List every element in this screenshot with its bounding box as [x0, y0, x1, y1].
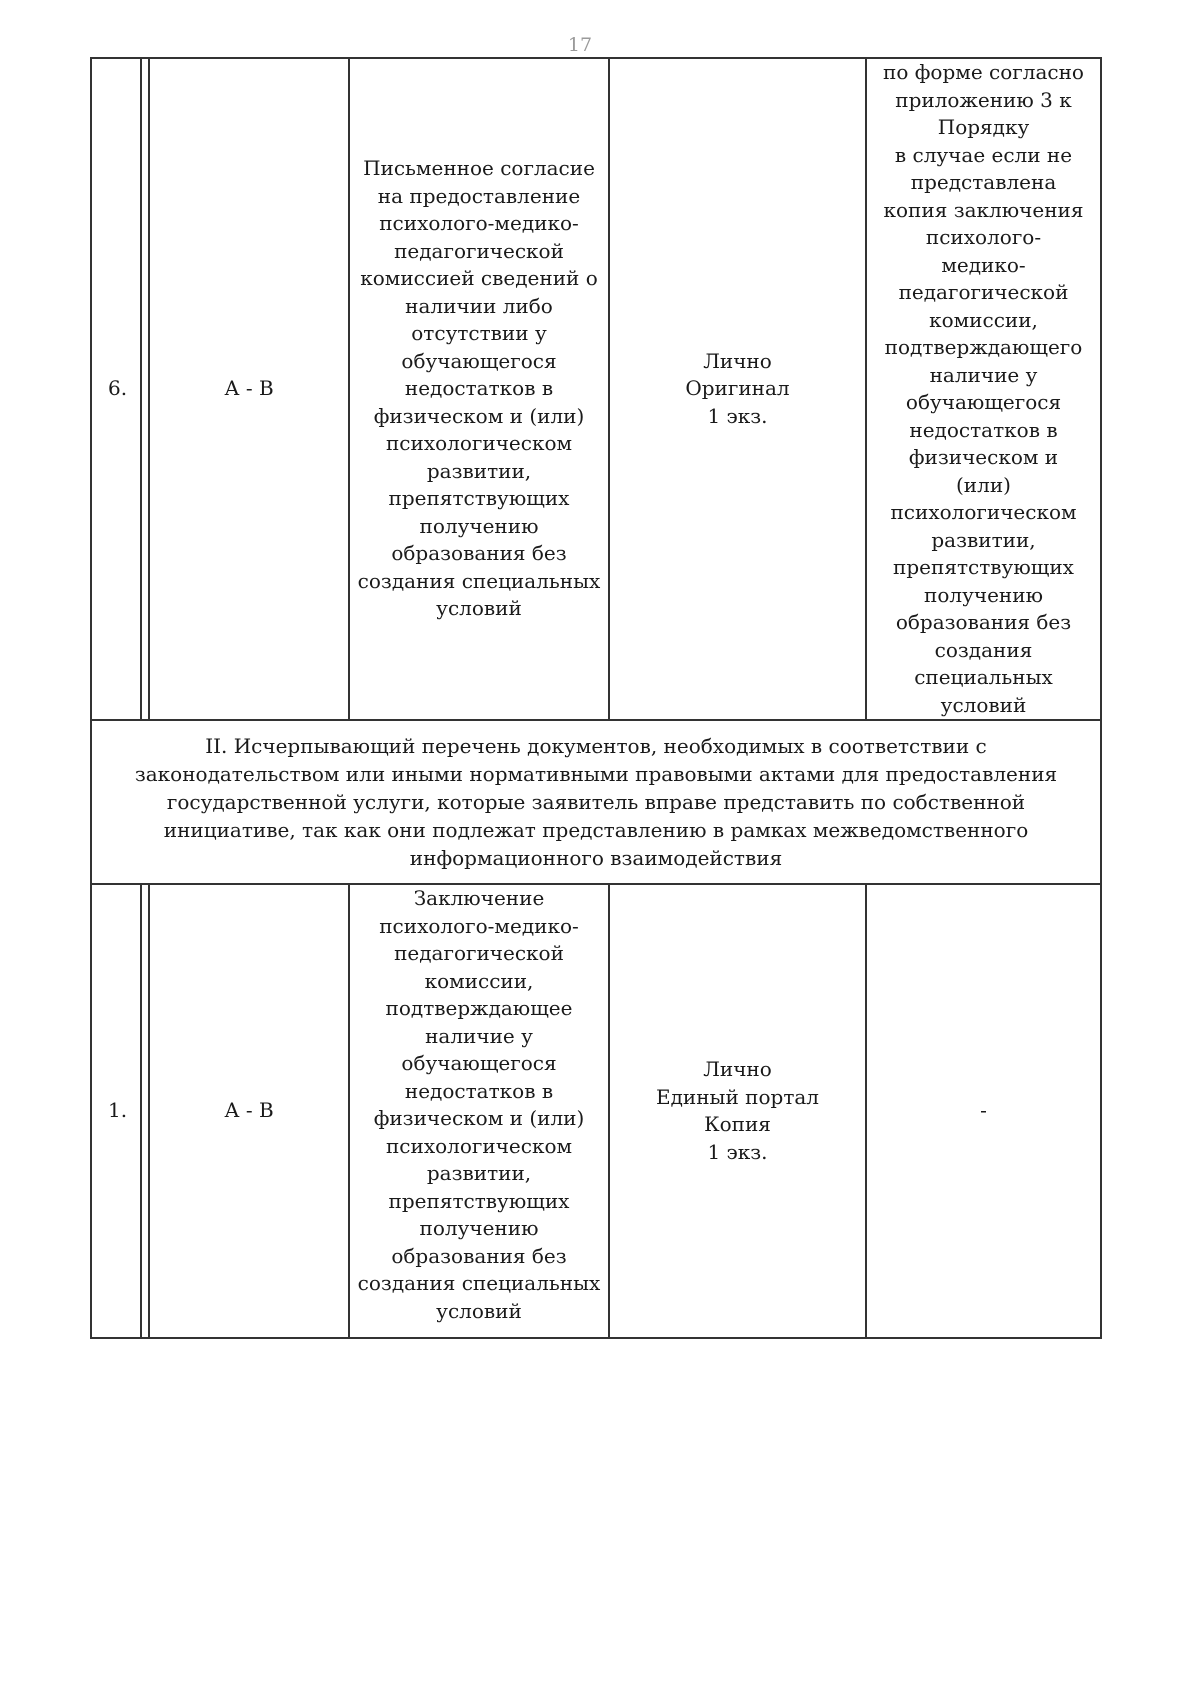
note-cell: - [866, 884, 1101, 1338]
page-number: 17 [567, 34, 593, 56]
submission-method-cell: Лично Единый портал Копия 1 экз. [609, 884, 866, 1338]
document-name-cell: Письменное согласие на предоставление психолого-медико- педагогической комиссией сведений о наличии либо отсутствии у обучающегося недостатков в физическом и (или) психологическом развитии, препятствующих получению образования без создания специальных условий [349, 58, 609, 720]
document-name-cell: Заключение психолого-медико- педагогической комиссии, подтверждающее наличие у обучающегося недостатков в физическом и (или) психологическом развитии, препятствующих получению образования без создания специальных условий [349, 884, 609, 1338]
table-row [91, 58, 1101, 720]
row-number-cell: 6. [91, 58, 141, 720]
section-heading: II. Исчерпывающий перечень документов, необходимых в соответствии с законодательством или иными нормативными правовыми актами для предоставления государственной услуги, которые заявитель вправе представить по собственной инициативе, так как они подлежат представлению в рамках межведомственного информационного взаимодействия [91, 720, 1101, 884]
table-row [91, 884, 1101, 1338]
document-table [90, 57, 1102, 1339]
note-cell: по форме согласно приложению 3 к Порядку в случае если не представлена копия заключения психолого- медико- педагогической комиссии, подтверждающего наличие у обучающегося недостатков в физическом и (или) психологическом развитии, препятствующих получению образования без создания специальных условий [866, 58, 1101, 720]
submission-method-cell: Лично Оригинал 1 экз. [609, 58, 866, 720]
section-row [91, 720, 1101, 884]
row-number-cell: 1. [91, 884, 141, 1338]
applicant-category-cell: А - В [149, 58, 349, 720]
spacer-cell [141, 884, 149, 1338]
applicant-category-cell: А - В [149, 884, 349, 1338]
spacer-cell [141, 58, 149, 720]
